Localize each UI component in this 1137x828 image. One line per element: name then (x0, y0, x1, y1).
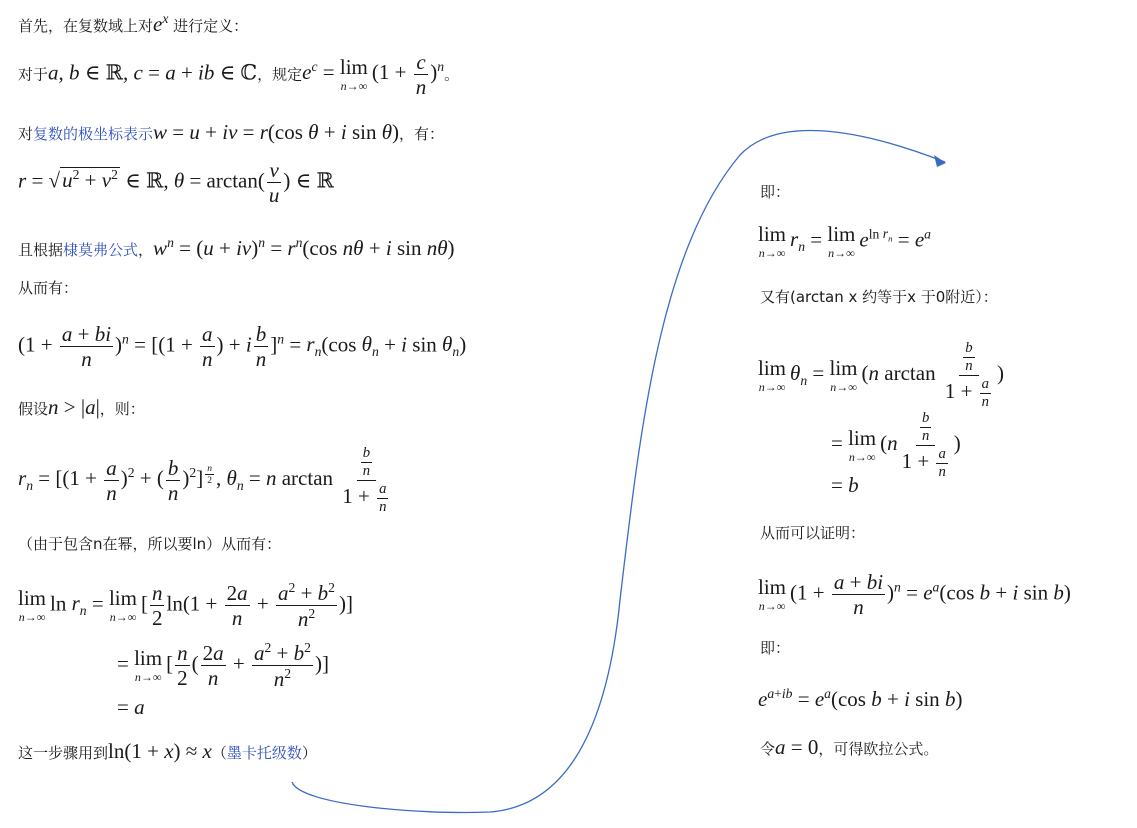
mercator-text-1: 这一步骤用到 (18, 744, 109, 762)
exp-result-formula: $e^{a+ib} = e^a(\cos$ b + i sin b) (758, 686, 963, 711)
polar-form-link[interactable]: 复数的极坐标表示 (33, 125, 154, 143)
e-x-formula: $e^x$ (153, 11, 169, 36)
rn-theta-formula: $r_n = [(1$ + $\frac{a}{n}$ )$^2$ + ( $\frac{b}{n}$ )$^2$] $^{\frac{n}{2}}$ , $\theta_n = n$ arctan $\frac{b}{n}$ 1 + $\frac{a}{n}$ (18, 445, 387, 515)
de-moivre-text-1: 且根据 (18, 241, 64, 259)
arctan-note-line: 又有(arctan x 约等于x 于0附近）： (760, 288, 998, 306)
ln-reason-line: （由于包含n在幂，所以要ln）从而有： (18, 535, 282, 553)
a-zero-formula: a = 0 (775, 735, 819, 759)
arrowhead-icon (934, 155, 946, 167)
theta-limit-formula-3: = b (831, 473, 859, 497)
mercator-paren-close: ） (301, 744, 317, 762)
de-moivre-formula: $w^n = (u + iv)^n = r^n(\cos$ nθ + i sin nθ) (153, 235, 455, 260)
conclusion-text-2: ，可得欧拉公式。 (818, 740, 939, 758)
therefore-line: 从而有： (18, 279, 79, 297)
ln-limit-formula-1: lim n→∞ $\ln r_n$ = lim n→∞ [ $\frac{n}{2}$ ln(1 + $\frac{2a}{n}$ + $\frac{a^2 + b^2}{n^2}$ )] (18, 580, 353, 632)
definition-text-3: 。 (444, 65, 460, 84)
ln-limit-formula-3: = a (117, 695, 145, 719)
intro-line (18, 9, 248, 36)
r-theta-formula: $r = √u^2 + v^2$ ∈ ℝ, θ = arctan( $\frac{v}{u}$ ) ∈ ℝ (18, 158, 334, 208)
polar-text-2: ，有： (399, 125, 445, 143)
exp-limit-formula: $e^c$ = lim n→∞ (1 + $\frac{c}{n}$ )$^n$ (302, 50, 445, 100)
proof-line: 从而可以证明： (760, 524, 866, 542)
mercator-line (18, 741, 317, 763)
mercator-series-link[interactable]: 墨卡托级数 (226, 744, 302, 762)
conclusion-text-1: 令 (760, 740, 776, 758)
set-formula: a, b ∈ ℝ, c = a + ib ∈ ℂ (48, 60, 258, 85)
mercator-paren-open: （ (211, 744, 227, 762)
de-moivre-link[interactable]: 棣莫弗公式 (63, 241, 139, 259)
polar-text-1: 对 (18, 125, 34, 143)
definition-text-1: 对于 (18, 65, 49, 84)
definition-text-2: ，规定 (257, 65, 303, 84)
euler-limit-formula: lim n→∞ (1 + $\frac{a + bi}{n}$ )$^n = e^a(\cos$ b + i sin b) (758, 570, 1071, 620)
so-line-2: 即： (760, 639, 791, 657)
expansion-formula: (1 + $\frac{a + bi}{n}$ )$^n$ = [(1 + $\frac{a}{n}$ ) + i $\frac{b}{n}$ ]$^n = r_n(\cos$ $\theta_n + i$ $\sin \theta_n$) (18, 322, 467, 372)
assume-text-1: 假设 (18, 400, 49, 418)
de-moivre-text-2: ， (138, 241, 154, 259)
polar-formula: w = u + iv = r(cos θ + i sin θ) (153, 120, 400, 144)
assume-formula: n > |a| (48, 395, 100, 419)
so-line-1: 即： (760, 183, 791, 201)
mercator-formula: ln(1 + x) ≈ x (108, 739, 212, 763)
de-moivre-line (18, 233, 455, 260)
ln-limit-formula-2: = lim n→∞ [ $\frac{n}{2}$ ( $\frac{2a}{n}$ + $\frac{a^2 + b^2}{n^2}$ )] (117, 640, 329, 692)
theta-limit-formula-1: lim n→∞ $\theta_n$ = lim n→∞ (n arctan $\frac{b}{n}$ 1 + $\frac{a}{n}$ ) (758, 340, 1005, 410)
conclusion-line (760, 737, 938, 759)
intro-text-2: 进行定义： (168, 17, 249, 35)
intro-text-1: 首先，在复数域上对 (18, 17, 154, 35)
assume-line (18, 397, 145, 419)
theta-limit-formula-2: = lim n→∞ (n $\frac{b}{n}$ 1 + $\frac{a}{n}$ ) (831, 410, 961, 480)
polar-line (18, 122, 444, 144)
definition-line (18, 50, 459, 99)
rn-limit-formula: lim n→∞ $r_n$ = lim n→∞ $e^{ln r_n} = e^a$ (758, 222, 931, 260)
assume-text-2: ，则： (99, 400, 145, 418)
